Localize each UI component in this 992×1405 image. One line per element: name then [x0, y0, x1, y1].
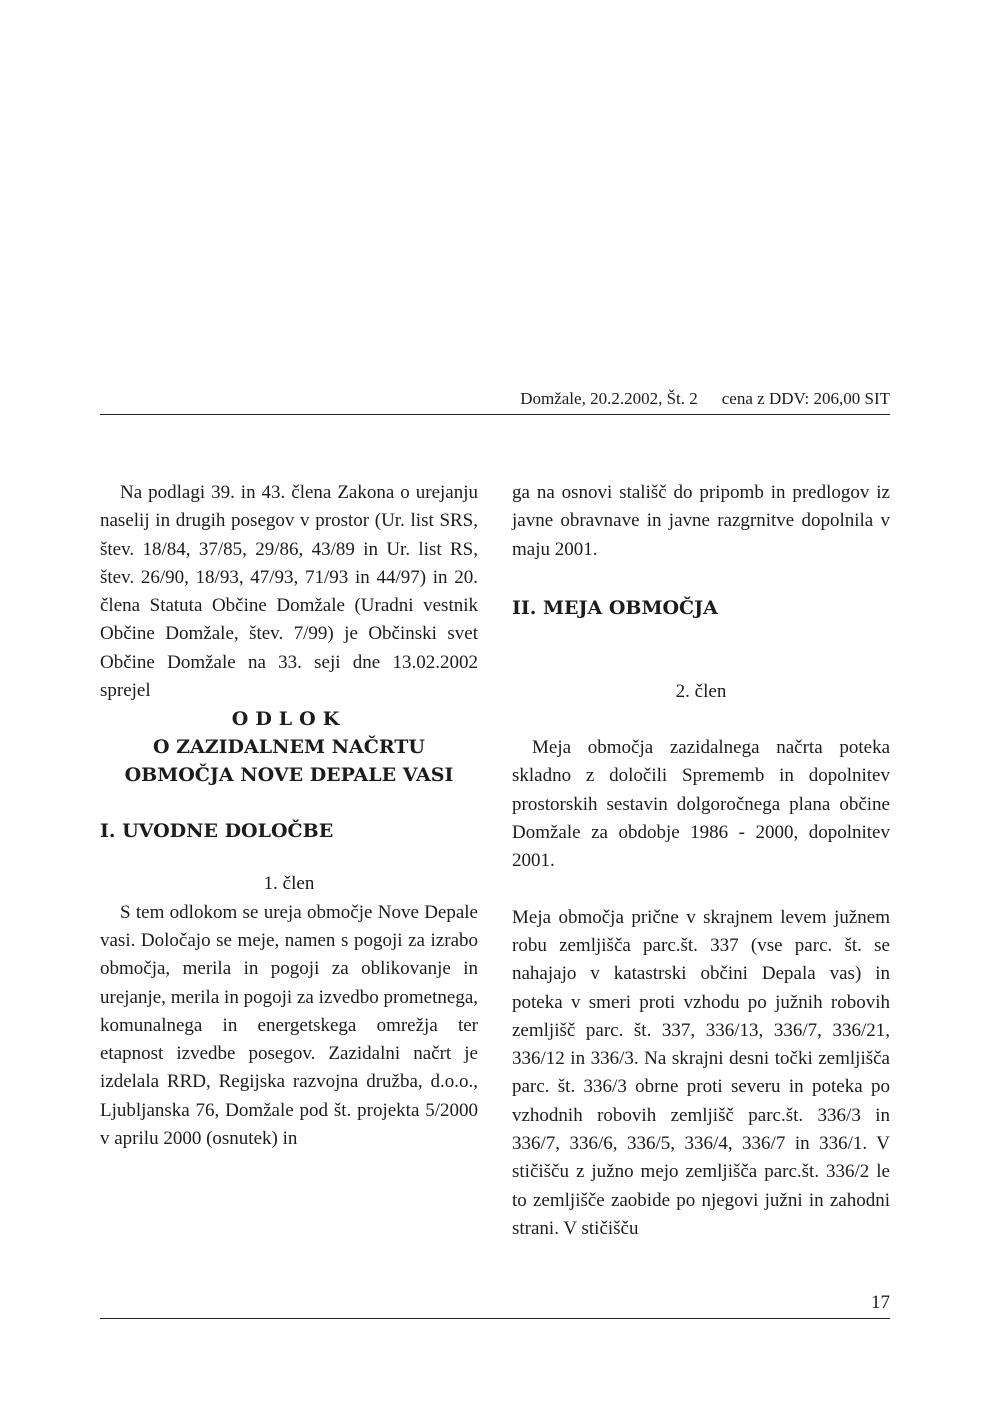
article-2-text-2: Meja območja prične v skrajnem levem južnem robu zemljišča parc.št. 337 (vse parc. št. se nahajajo v katastrski občini Depala vas) in poteka v smeri proti vzhodu po južnih robovih zemljišč parc. št. 337, 336/13, 336/7, 336/21, 336/12 in 336/3. Na skrajni desni točki zemljišča parc. št. 336/3 obrne proti severu in poteka po vzhodnih robovih zemljišč parc.št. 336/3 in 336/7, 336/6, 336/5, 336/4, 336/7 in 336/1. V stičišču z južno mejo zemljišča parc.št. 336/2 le to zemljišče zaobide po njegovi južni in zahodni strani. V stičišču [512, 906, 890, 1239]
continuation-paragraph: ga na osnovi stališč do pripomb in predlogov iz javne obravnave in javne razgrnitve dopolnila v maju 2001. [512, 482, 890, 560]
intro-paragraph: Na podlagi 39. in 43. člena Zakona o urejanju naselij in drugih posegov v prostor (Ur. list SRS, štev. 18/84, 37/85, 29/86, 43/89 in Ur. list RS, štev. 26/90, 18/93, 47/93, 71/93 in 44/97) in 20. člena Statuta Občine Domžale (Uradni vestnik Občine Domžale, štev. 7/99) je Občinski svet Občine Domžale na 33. seji dne 13.02.2002 sprejel [100, 482, 478, 702]
document-title [100, 733, 478, 789]
section-heading-1: I. UVODNE DOLOČBE [100, 820, 334, 843]
issue-info: Domžale, 20.2.2002, Št. 2 [520, 389, 698, 408]
page-number: 17 [871, 1292, 890, 1313]
article-heading-2: 2. člen [675, 680, 727, 702]
left-column [100, 479, 478, 1153]
article-heading-1: 1. člen [263, 873, 315, 895]
right-column [512, 479, 890, 1243]
article-1-text: S tem odlokom se ureja območje Nove Depale vasi. Določajo se meje, namen s pogoji za izrabo območja, merila in pogoji za oblikovanje in urejanje, merila in pogoji za izvedbo prometnega, komunalnega in energetskega omrežja ter etapnost izvedbe posegov. Zazidalni načrt je izdelala RRD, Regijska razvojna družba, d.o.o., Ljubljanska 76, Domžale pod št. projekta 5/2000 v aprilu 2000 (osnutek) in [100, 901, 478, 1150]
document-title-line-2: OBMOČJA NOVE DEPALE VASI [124, 764, 454, 787]
article-2-text-1: Meja območja zazidalnega načrta poteka skladno z določili Sprememb in dopolnitev prostorskih sestavin dolgoročnega plana občine Domžale za obdobje 1986 - 2000, dopolnitev 2001. [512, 737, 890, 872]
page-footer [100, 1292, 890, 1319]
section-heading-2: II. MEJA OBMOČJA [512, 596, 718, 619]
page-header [100, 388, 890, 415]
document-type-heading: ODLOK [231, 708, 347, 731]
price-info: cena z DDV: 206,00 SIT [721, 389, 890, 408]
document-title-line-1: O ZAZIDALNEM NAČRTU [152, 736, 425, 759]
